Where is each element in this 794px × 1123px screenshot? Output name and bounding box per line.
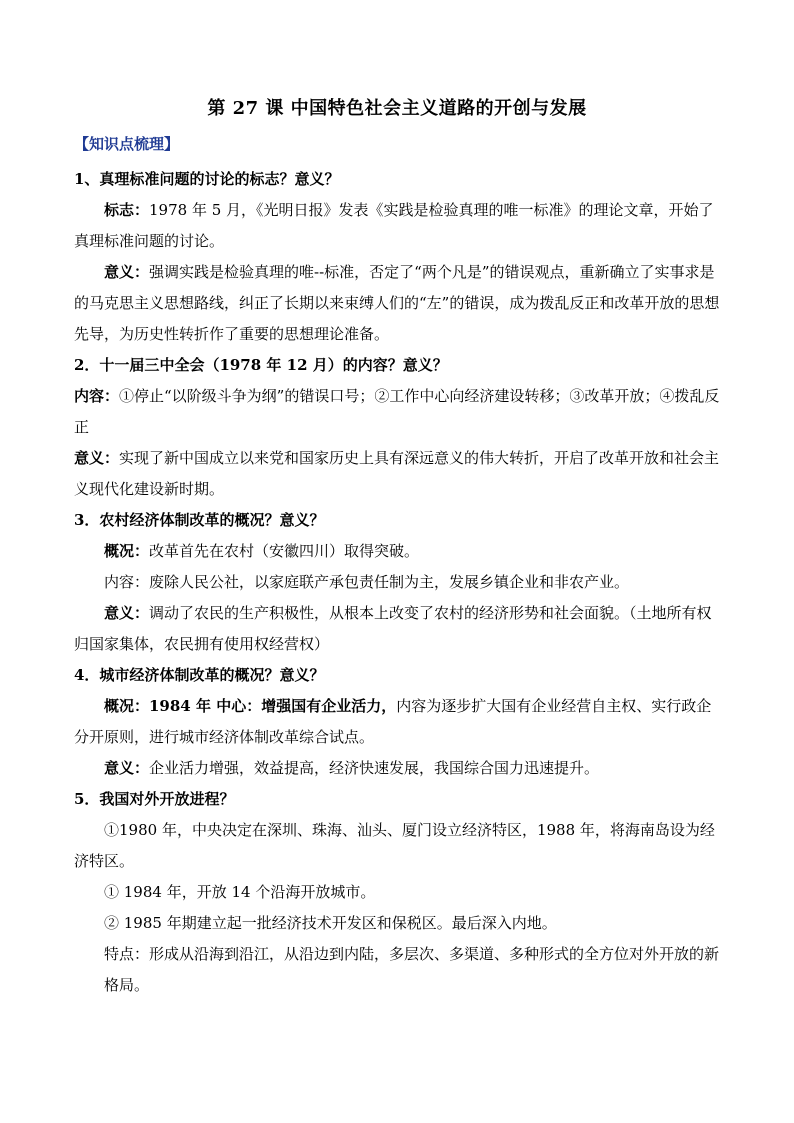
q4-overview-label: 概况：1984 年 中心：增强国有企业活力，: [104, 697, 397, 715]
q2-content-label: 内容：: [74, 387, 120, 405]
q3-meaning-paragraph: [74, 598, 722, 660]
q1-meaning-paragraph: [74, 257, 722, 350]
q5-feature-label: 特点：: [104, 945, 150, 963]
q1-meaning-text: 强调实践是检验真理的唯--标准，否定了“两个凡是”的错误观点，重新确立了实事求是的马克思主义思想路线，纠正了长期以来束缚人们的“左”的错误，成为拨乱反正和改革开放的思想先导，为历史性转折作了重要的思想理论准备。: [74, 263, 720, 343]
q4-overview-text: 内容为逐步扩大国有企业经营自主权、实行政企分开原则，进行城市经济体制改革综合试点。: [74, 697, 712, 746]
q5-item-2: ① 1984 年，开放 14 个沿海开放城市。: [104, 883, 376, 901]
q2-content-text: ①停止“以阶级斗争为纲”的错误口号；②工作中心向经济建设转移；③改革开放；④拨乱反正: [74, 387, 720, 436]
q2-content-paragraph: [74, 381, 722, 443]
q5-heading: 5．我国对外开放进程？: [74, 790, 235, 808]
section-tag: 【知识点梳理】: [74, 135, 180, 153]
q4-meaning-paragraph: [74, 753, 722, 784]
q1-sign-text: 1978 年 5 月，《光明日报》发表《实践是检验真理的唯一标准》的理论文章，开始了真理标准问题的讨论。: [74, 201, 714, 250]
q2-heading: 2．十一届三中全会（1978 年 12 月）的内容？意义？: [74, 356, 448, 374]
q3-heading: 3．农村经济体制改革的概况？意义？: [74, 511, 325, 529]
q5-feature-text: 形成从沿海到沿江，从沿边到内陆，多层次、多渠道、多种形式的全方位对外开放的新格局。: [104, 945, 720, 994]
q3-overview-paragraph: [74, 536, 722, 567]
q3-content-text: 废除人民公社，以家庭联产承包责任制为主，发展乡镇企业和非农产业。: [149, 573, 630, 591]
q5-feature-paragraph: [104, 939, 722, 1001]
q1-sign-paragraph: [74, 195, 722, 257]
q2-meaning-label: 意义：: [74, 449, 120, 467]
q5-item-1: ①1980 年，中央决定在深圳、珠海、汕头、厦门设立经济特区，1988 年，将海南岛设为经济特区。: [74, 821, 715, 870]
q1-sign-label: 标志：: [104, 201, 150, 219]
q4-meaning-text: 企业活力增强，效益提高，经济快速发展，我国综合国力迅速提升。: [149, 759, 600, 777]
q4-meaning-label: 意义：: [104, 759, 150, 777]
q3-meaning-text: 调动了农民的生产积极性，从根本上改变了农村的经济形势和社会面貌。（土地所有权归国家集体，农民拥有使用权经营权）: [74, 604, 712, 653]
q4-heading: 4．城市经济体制改革的概况？意义？: [74, 666, 325, 684]
q3-overview-label: 概况：: [104, 542, 150, 560]
q3-meaning-label: 意义：: [104, 604, 150, 622]
q3-content-paragraph: [74, 567, 722, 598]
q3-content-label: 内容：: [104, 573, 150, 591]
q2-meaning-paragraph: [74, 443, 722, 505]
q1-meaning-label: 意义：: [104, 263, 150, 281]
q3-overview-text: 改革首先在农村（安徽四川）取得突破。: [149, 542, 420, 560]
q2-meaning-text: 实现了新中国成立以来党和国家历史上具有深远意义的伟大转折，开启了改革开放和社会主义现代化建设新时期。: [74, 449, 720, 498]
q4-overview-paragraph: [74, 691, 722, 753]
page-title: 第 27 课 中国特色社会主义道路的开创与发展: [207, 98, 587, 119]
q1-heading: 1、真理标准问题的讨论的标志？意义？: [74, 170, 340, 188]
q5-item-3: ② 1985 年期建立起一批经济技术开发区和保税区。最后深入内地。: [104, 914, 557, 932]
